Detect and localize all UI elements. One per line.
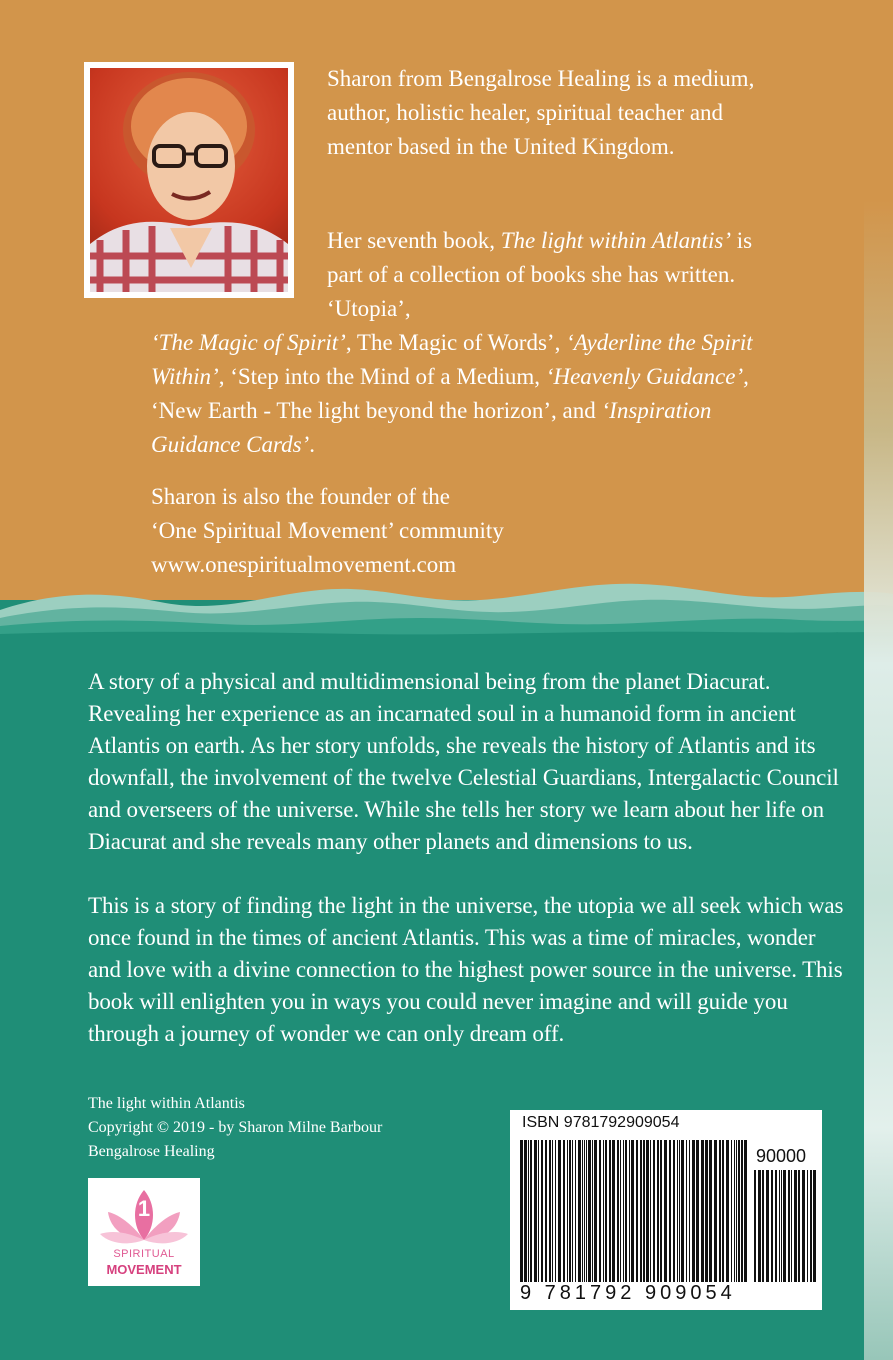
book-title-magic-of-spirit: ‘The Magic of Spirit’ bbox=[151, 330, 346, 355]
barcode-bar bbox=[643, 1140, 645, 1282]
barcode-bar bbox=[771, 1170, 773, 1282]
credits-publisher: Bengalrose Healing bbox=[88, 1143, 215, 1160]
barcode-bar bbox=[705, 1140, 708, 1282]
founder-line-2: ‘One Spiritual Movement’ community bbox=[151, 518, 504, 543]
barcode-bar bbox=[582, 1140, 583, 1282]
barcode-bar bbox=[555, 1140, 556, 1282]
barcode-bar bbox=[802, 1170, 805, 1282]
barcode-bar bbox=[664, 1140, 667, 1282]
barcode-digits: 9 781792 909054 bbox=[520, 1282, 736, 1304]
barcode-bar bbox=[588, 1140, 591, 1282]
barcode-bar bbox=[631, 1140, 634, 1282]
book-title-ayderline: ‘Ayderline the Spirit Within’ bbox=[151, 330, 753, 389]
barcode-bar bbox=[623, 1140, 624, 1282]
barcode-bar bbox=[625, 1140, 627, 1282]
barcode-box bbox=[510, 1110, 822, 1310]
barcode-bar bbox=[541, 1140, 543, 1282]
blurb-paragraph-2: This is a story of finding the light in the universe, the utopia we all seek which was once found in the times of ancient Atlantis. This was a time of miracles, wonder and love with a divine connection to the highest power source in the universe. This book will enlighten you in ways you could never imagine and will guide you through a journey of wonder we can only dream off. bbox=[88, 893, 844, 1046]
barcode-bar bbox=[719, 1140, 721, 1282]
credits-copyright: Copyright © 2019 - by Sharon Milne Barbour bbox=[88, 1119, 383, 1136]
barcode-bar bbox=[640, 1140, 642, 1282]
barcode-bar bbox=[686, 1140, 687, 1282]
barcode-bar bbox=[781, 1170, 782, 1282]
barcode-bar bbox=[701, 1140, 704, 1282]
website-link: www.onespiritualmovement.com bbox=[151, 552, 457, 577]
barcode-bar bbox=[766, 1170, 769, 1282]
barcode-bar bbox=[813, 1170, 816, 1282]
barcode-bar bbox=[569, 1140, 571, 1282]
barcode-bar bbox=[758, 1170, 761, 1282]
barcode-bar bbox=[646, 1140, 649, 1282]
price-addon-barcode bbox=[754, 1170, 816, 1282]
barcode-bar bbox=[563, 1140, 565, 1282]
barcode-bar bbox=[744, 1140, 747, 1282]
barcode-bar bbox=[528, 1140, 529, 1282]
barcode-bar bbox=[779, 1170, 780, 1282]
logo-numeral: 1 bbox=[137, 1196, 151, 1221]
blurb-paragraph-1: A story of a physical and multidimensional being from the planet Diacurat. Revealing her experience as an incarnated soul in a humanoid form in ancient Atlantis on earth. As her story unfolds, she reveals the history of Atlantis and its downfall, the involvement of the twelve Celestial Guardians, Intergalactic Council and overseers of the universe. While she tells her story we learn about her life on Diacurat and she reveals many other planets and dimensions to us. bbox=[88, 669, 839, 854]
front-cover-edge bbox=[864, 200, 893, 1360]
barcode-bar bbox=[620, 1140, 621, 1282]
barcode-bar bbox=[722, 1140, 724, 1282]
barcode-bar bbox=[636, 1140, 638, 1282]
barcode-bar bbox=[714, 1140, 717, 1282]
barcode-bar bbox=[549, 1140, 551, 1282]
barcode-bar bbox=[696, 1140, 699, 1282]
price-code: 90000 bbox=[756, 1146, 807, 1166]
barcode-bar bbox=[798, 1170, 800, 1282]
isbn-label: ISBN 9781792909054 bbox=[522, 1114, 680, 1131]
author-bio: Sharon from Bengalrose Healing is a medium, author, holistic healer, spiritual teacher and mentor based in the United Kingdom. bbox=[327, 66, 755, 159]
barcode-bar bbox=[586, 1140, 587, 1282]
books-lead: Her seventh book, The light within Atlantis’ is part of a collection of books she has written. ‘Utopia’, bbox=[327, 228, 753, 321]
barcode-bar bbox=[524, 1140, 527, 1282]
barcode-bar bbox=[605, 1140, 607, 1282]
barcode-bar bbox=[783, 1170, 786, 1282]
barcode-bar bbox=[603, 1140, 604, 1282]
spiritual-movement-logo bbox=[88, 1178, 200, 1286]
barcode-bar bbox=[692, 1140, 695, 1282]
credits-title: The light within Atlantis bbox=[88, 1095, 245, 1112]
logo-line-2: MOVEMENT bbox=[106, 1262, 182, 1277]
barcode-bar bbox=[599, 1140, 601, 1282]
barcode-bar bbox=[677, 1140, 678, 1282]
barcode-bar bbox=[709, 1140, 712, 1282]
barcode-bar bbox=[578, 1140, 581, 1282]
barcode-bar bbox=[794, 1170, 797, 1282]
barcode-bar bbox=[520, 1140, 523, 1282]
barcode-bar bbox=[609, 1140, 611, 1282]
barcode-bar bbox=[731, 1140, 732, 1282]
barcode-bar bbox=[810, 1170, 812, 1282]
barcode-bar bbox=[669, 1140, 671, 1282]
barcode-bar bbox=[775, 1170, 777, 1282]
barcode-bar bbox=[629, 1140, 630, 1282]
barcode-bar bbox=[545, 1140, 547, 1282]
barcode-bar bbox=[657, 1140, 659, 1282]
barcode-bar bbox=[660, 1140, 662, 1282]
barcode-bar bbox=[558, 1140, 561, 1282]
founder-line-1: Sharon is also the founder of the bbox=[151, 484, 450, 509]
isbn-barcode bbox=[520, 1140, 748, 1282]
founder-paragraph bbox=[151, 480, 711, 582]
barcode-bar bbox=[617, 1140, 619, 1282]
barcode-bar bbox=[679, 1140, 680, 1282]
barcode-bar bbox=[681, 1140, 684, 1282]
barcode-bar bbox=[534, 1140, 537, 1282]
barcode-bar bbox=[738, 1140, 740, 1282]
barcode-bar bbox=[689, 1140, 690, 1282]
barcode-bar bbox=[807, 1170, 808, 1282]
book-title-inspiration-cards: ‘Inspiration Guidance Cards’ bbox=[151, 398, 712, 457]
barcode-bar bbox=[592, 1140, 593, 1282]
barcode-bar bbox=[552, 1140, 553, 1282]
barcode-bar bbox=[567, 1140, 568, 1282]
barcode-bar bbox=[736, 1140, 737, 1282]
author-books-paragraph: Her seventh book, The light within Atlantis’ is part of a collection of books she has written. ‘Utopia’, ‘The Magic of Spirit’, The Magic of Words’, ‘Ayderline the Spirit Within’, ‘Step into the Mind of a Medium, ‘Heavenly Guidance’, ‘New Earth - The light beyond the horizon’, and ‘Inspiration Guidance Cards’. bbox=[151, 224, 791, 462]
book-title-heavenly-guidance: ‘Heavenly Guidance’, bbox=[545, 364, 749, 389]
barcode-bar bbox=[612, 1140, 615, 1282]
barcode-bar bbox=[653, 1140, 655, 1282]
barcode-bar bbox=[754, 1170, 756, 1282]
barcode-bar bbox=[575, 1140, 576, 1282]
logo-line-1: SPIRITUAL bbox=[113, 1248, 175, 1260]
barcode-bar bbox=[734, 1140, 735, 1282]
barcode-bar bbox=[726, 1140, 729, 1282]
barcode-bar bbox=[594, 1140, 597, 1282]
barcode-bar bbox=[584, 1140, 585, 1282]
credits-block bbox=[88, 1092, 488, 1164]
barcode-bar bbox=[762, 1170, 764, 1282]
barcode-bar bbox=[741, 1140, 743, 1282]
barcode-bar bbox=[530, 1140, 532, 1282]
barcode-bar bbox=[791, 1170, 792, 1282]
barcode-bar bbox=[673, 1140, 675, 1282]
barcode-bar bbox=[788, 1170, 790, 1282]
barcode-bar bbox=[538, 1140, 539, 1282]
book-title-light-within-atlantis: The light within Atlantis’ bbox=[500, 228, 731, 253]
barcode-bar bbox=[572, 1140, 573, 1282]
barcode-bar bbox=[650, 1140, 651, 1282]
